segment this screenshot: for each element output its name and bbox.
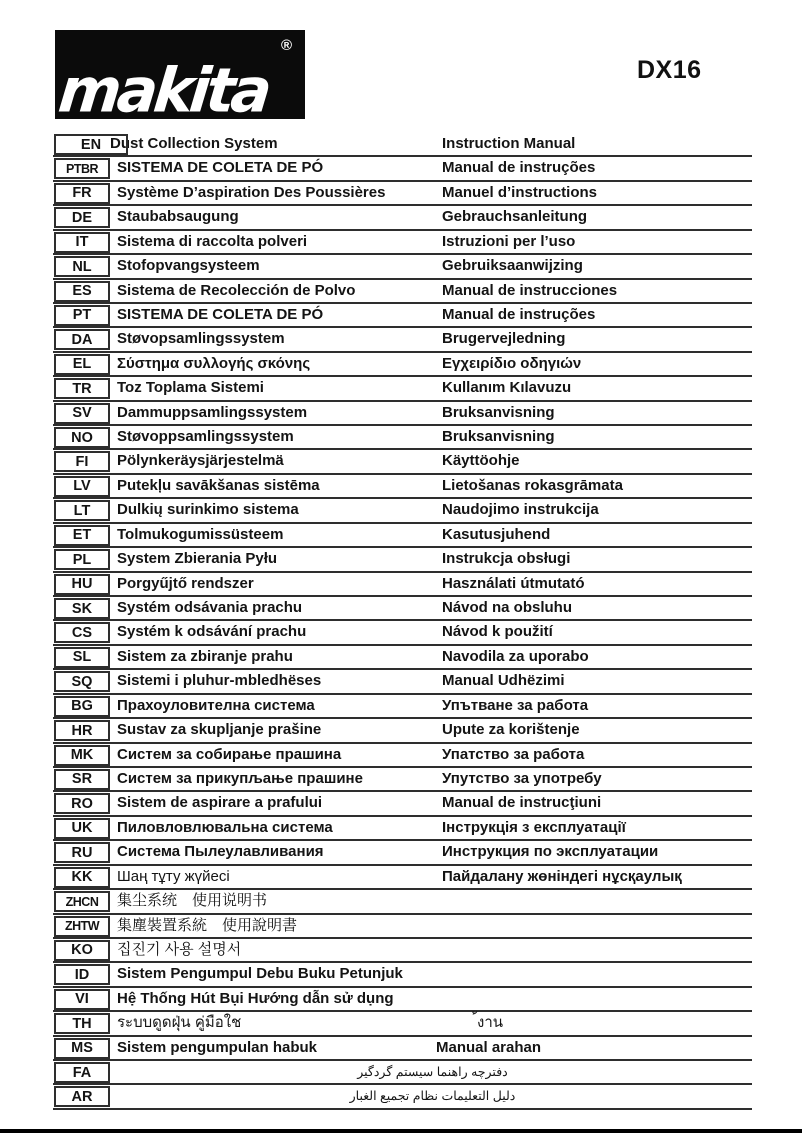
language-code-badge: RU — [54, 842, 110, 863]
language-row — [53, 573, 752, 597]
language-code-badge: KK — [54, 867, 110, 888]
product-title: Sistem pengumpulan habuk — [117, 1038, 318, 1056]
manual-title: Manuel d’instructions — [442, 183, 598, 201]
language-code-badge: NL — [54, 256, 110, 277]
language-row — [53, 1012, 752, 1036]
language-row — [53, 988, 752, 1012]
makita-logo-wordmark: makita — [55, 55, 272, 127]
language-code-badge: PTBR — [54, 158, 110, 179]
language-row — [53, 499, 752, 523]
makita-logo — [55, 30, 305, 127]
manual-title: Manual de instrucţiuni — [442, 794, 602, 812]
manual-title: Naudojimo instrukcija — [442, 501, 599, 519]
product-title: 集尘系统 使用说明书 — [117, 892, 268, 910]
language-code-badge: ZHTW — [54, 916, 110, 937]
product-title: Sistem za zbiranje prahu — [117, 647, 293, 665]
language-code-badge: AR — [54, 1086, 110, 1107]
language-row — [53, 792, 752, 816]
language-row — [53, 817, 752, 841]
manual-title: Manual Udhëzimi — [442, 672, 565, 690]
language-code-badge: MK — [54, 745, 110, 766]
manual-title: Manual de instruções — [442, 305, 596, 323]
product-title: Sistema de Recolección de Polvo — [117, 281, 356, 299]
language-row — [53, 524, 752, 548]
product-title: Sustav za skupljanje prašine — [117, 721, 322, 739]
page-bottom-edge — [0, 1129, 802, 1133]
manual-title: Пайдалану жөніндегі нұсқаулық — [442, 867, 682, 885]
language-code-badge: IT — [54, 232, 110, 253]
language-code-badge: VI — [54, 989, 110, 1010]
language-row — [53, 744, 752, 768]
manual-title: Használati útmutató — [442, 574, 585, 592]
model-number: DX16 — [637, 56, 702, 84]
language-row — [53, 548, 752, 572]
manual-title: Упътване за работа — [442, 696, 589, 714]
product-title: Систем за собирање прашина — [117, 745, 342, 763]
language-code-badge: SK — [54, 598, 110, 619]
language-row — [53, 450, 752, 474]
language-row — [53, 841, 752, 865]
product-title: Dust Collection System — [110, 135, 278, 152]
language-code-badge: SQ — [54, 671, 110, 692]
language-row — [53, 231, 752, 255]
manual-title: Upute za korištenje — [442, 721, 580, 739]
language-row — [53, 866, 752, 890]
language-code-badge: SV — [54, 403, 110, 424]
product-title: SISTEMA DE COLETA DE PÓ — [117, 305, 324, 323]
language-code-badge: DE — [54, 207, 110, 228]
manual-title: Manual arahan — [436, 1038, 542, 1056]
manual-title: Gebrauchsanleitung — [442, 208, 588, 226]
product-title: Système D’aspiration Des Poussières — [117, 183, 386, 201]
language-row — [53, 133, 752, 157]
product-title: Porgyűjtő rendszer — [117, 574, 254, 592]
product-title: SISTEMA DE COLETA DE PÓ — [117, 159, 324, 177]
language-code-badge: FR — [54, 183, 110, 204]
language-row — [53, 280, 752, 304]
product-title: Støvopsamlingssystem — [117, 330, 285, 348]
language-code-badge: MS — [54, 1038, 110, 1059]
product-title: Støvoppsamlingssystem — [117, 428, 294, 446]
language-row — [53, 353, 752, 377]
language-code-badge: SR — [54, 769, 110, 790]
language-row — [53, 621, 752, 645]
language-row — [53, 206, 752, 230]
product-title: Систем за прикупљање прашине — [117, 769, 363, 787]
product-title: Sistem de aspirare a prafului — [117, 794, 323, 812]
language-code-badge: SL — [54, 647, 110, 668]
manual-title: Istruzioni per l’uso — [442, 232, 576, 250]
language-row — [53, 890, 752, 914]
product-title: Stofopvangsysteem — [117, 257, 260, 275]
product-title: 집진기 사용 설명서 — [117, 940, 242, 958]
language-row — [53, 963, 752, 987]
language-row — [53, 475, 752, 499]
manual-title: Bruksanvisning — [442, 403, 555, 421]
language-code-badge: EL — [54, 354, 110, 375]
manual-title: Brugervejledning — [442, 330, 566, 348]
manual-title: Manual de instruções — [442, 159, 596, 177]
language-row — [53, 157, 752, 181]
product-title: System Zbierania Pyłu — [117, 550, 278, 568]
manual-title: Упатство за работа — [442, 745, 585, 763]
language-row — [53, 402, 752, 426]
language-row — [53, 182, 752, 206]
manual-title: Lietošanas rokasgrāmata — [442, 476, 623, 494]
language-code-badge: TR — [54, 378, 110, 399]
language-row — [53, 646, 752, 670]
language-code-badge: CS — [54, 622, 110, 643]
language-code-badge: FA — [54, 1062, 110, 1083]
product-title: Sistem Pengumpul Debu Buku Petunjuk — [117, 965, 403, 983]
language-code-badge: ES — [54, 281, 110, 302]
product-title: Dulkių surinkimo sistema — [117, 501, 299, 519]
language-code-badge: EN — [54, 134, 128, 155]
manual-title: ้งาน — [477, 1014, 504, 1032]
product-title: Sistemi i pluhur-mbledhëses — [117, 672, 322, 690]
product-title: Staubabsaugung — [117, 208, 239, 226]
product-title: Toz Toplama Sistemi — [117, 379, 264, 397]
language-code-badge: TH — [54, 1013, 110, 1034]
language-code-badge: LT — [54, 500, 110, 521]
language-code-badge: NO — [54, 427, 110, 448]
product-title: Putekļu savākšanas sistēma — [117, 476, 320, 494]
product-title: Шаң тұту жүйесі — [117, 867, 230, 885]
language-code-badge: PT — [54, 305, 110, 326]
product-title: دليل التعليمات نظام تجميع الغبار — [349, 1089, 516, 1104]
language-row — [53, 1037, 752, 1061]
language-code-badge: DA — [54, 329, 110, 350]
language-row — [53, 670, 752, 694]
language-code-badge: ZHCN — [54, 891, 110, 912]
language-row — [53, 939, 752, 963]
product-title: Прахоуловителна система — [117, 696, 315, 714]
language-code-badge: HU — [54, 574, 110, 595]
manual-title: Navodila za uporabo — [442, 647, 589, 665]
language-row — [53, 695, 752, 719]
language-row — [53, 1085, 752, 1109]
manual-title: Kullanım Kılavuzu — [442, 379, 572, 397]
registered-trademark-icon: ® — [280, 37, 292, 54]
language-row — [53, 304, 752, 328]
manual-title: Návod k použití — [442, 623, 553, 641]
product-title: Pölynkeräysjärjestelmä — [117, 452, 284, 470]
product-title: Dammuppsamlingssystem — [117, 403, 308, 421]
product-title: 集塵裝置系統 使用說明書 — [117, 916, 298, 934]
language-table — [53, 133, 752, 1110]
language-code-badge: KO — [54, 940, 110, 961]
manual-title: Εγχειρίδιο οδηγιών — [442, 354, 582, 372]
manual-title: Bruksanvisning — [442, 428, 555, 446]
language-code-badge: PL — [54, 549, 110, 570]
manual-title: Manual de instrucciones — [442, 281, 618, 299]
language-row — [53, 426, 752, 450]
language-code-badge: UK — [54, 818, 110, 839]
language-code-badge: FI — [54, 451, 110, 472]
manual-title: Инструкция по эксплуатации — [442, 843, 659, 861]
manual-title: Käyttöohje — [442, 452, 520, 470]
product-title: ระบบดูดฝุ่น คู่มือใช — [117, 1014, 242, 1032]
language-code-badge: RO — [54, 793, 110, 814]
product-title: Система Пылеулавливания — [117, 843, 324, 861]
language-row — [53, 377, 752, 401]
manual-title: Instruction Manual — [442, 135, 576, 152]
language-row — [53, 1061, 752, 1085]
language-code-badge: LV — [54, 476, 110, 497]
product-title: Пиловловлювальна система — [117, 818, 333, 836]
product-title: Σύστημα συλλογής σκόνης — [117, 354, 311, 372]
language-row — [53, 915, 752, 939]
language-code-badge: BG — [54, 696, 110, 717]
language-row — [53, 597, 752, 621]
product-title: Systém odsávania prachu — [117, 599, 303, 617]
manual-title: Instrukcja obsługi — [442, 550, 571, 568]
product-title: Systém k odsávání prachu — [117, 623, 307, 641]
product-title: Tolmukogumissüsteem — [117, 525, 284, 543]
product-title: دفترچه راهنما سیستم گردگیر — [357, 1065, 508, 1080]
language-row — [53, 768, 752, 792]
manual-title: Gebruiksaanwijzing — [442, 257, 583, 275]
language-code-badge: ET — [54, 525, 110, 546]
product-title: Sistema di raccolta polveri — [117, 232, 308, 250]
language-row — [53, 255, 752, 279]
manual-title: Návod na obsluhu — [442, 599, 573, 617]
manual-title: Kasutusjuhend — [442, 525, 551, 543]
language-row — [53, 719, 752, 743]
language-code-badge: HR — [54, 720, 110, 741]
language-code-badge: ID — [54, 964, 110, 985]
manual-title: Інструкція з експлуатації — [442, 818, 626, 836]
product-title: Hệ Thống Hút Bụi Hướng dẫn sử dụng — [117, 989, 394, 1007]
language-row — [53, 328, 752, 352]
manual-title: Упутство за употребу — [442, 769, 602, 787]
